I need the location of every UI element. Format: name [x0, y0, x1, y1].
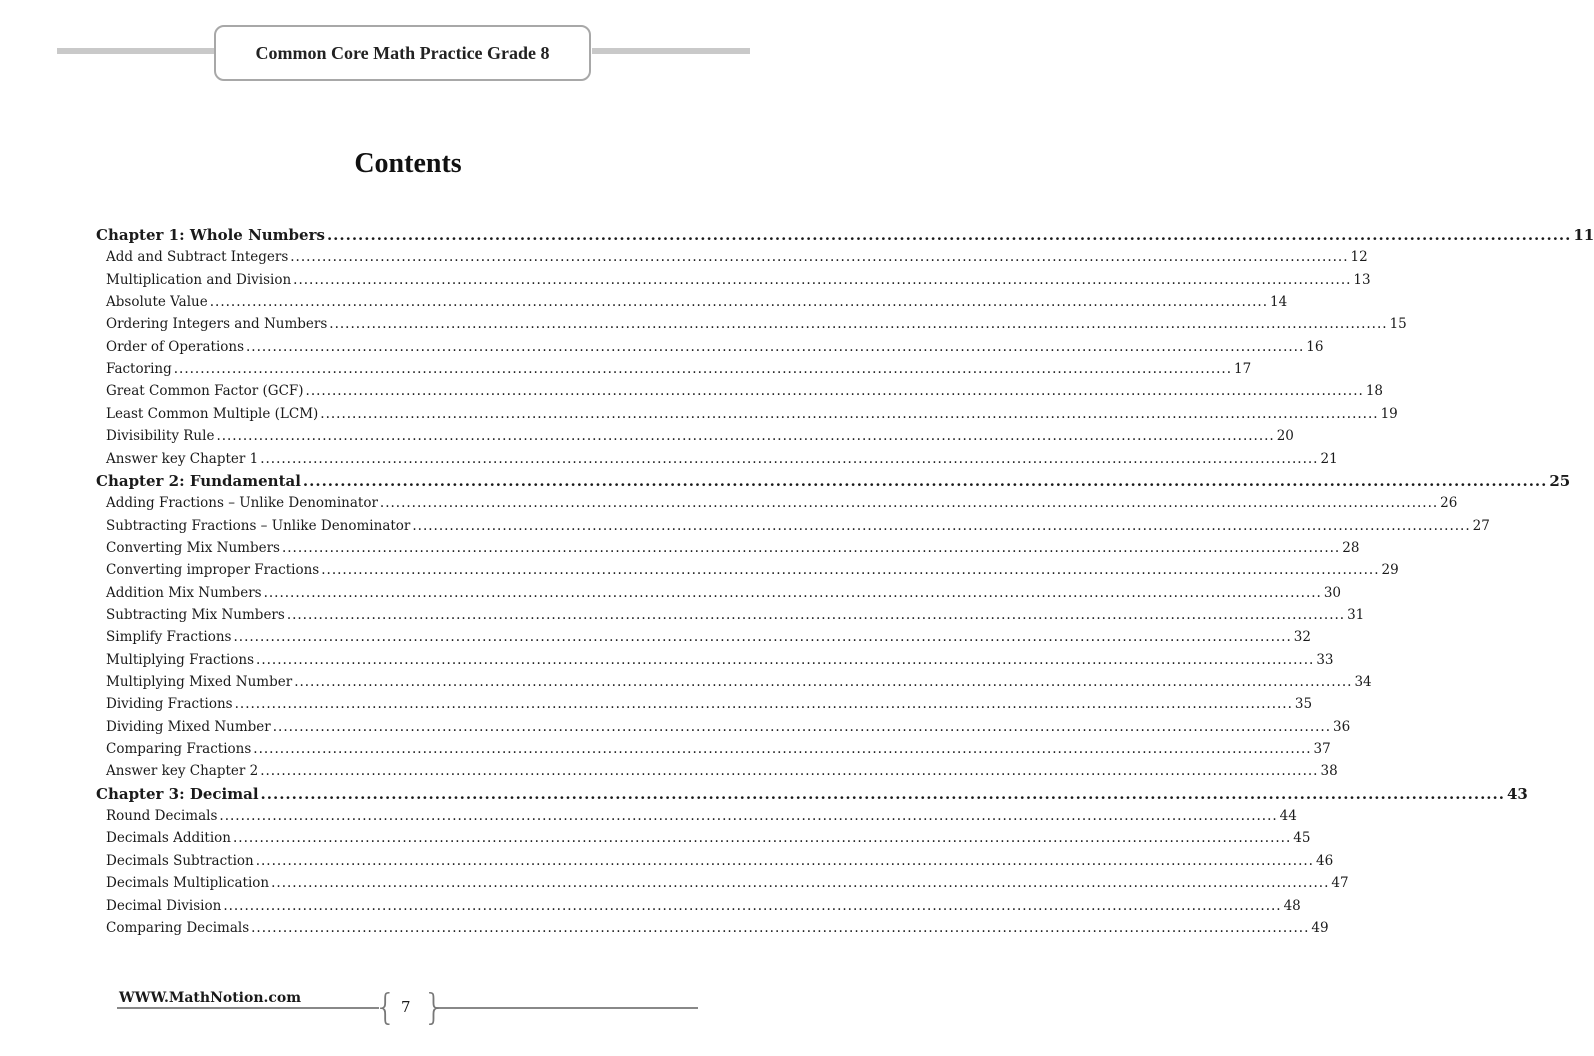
toc-dot-leader: ........................................................................................................................................................................................................	[173, 361, 1232, 378]
toc-topic-row	[106, 693, 1313, 713]
toc-dot-leader: ........................................................................................................................................................................................................	[260, 763, 1319, 780]
toc-dot-leader: ........................................................................................................................................................................................................	[321, 562, 1380, 579]
toc-entry-page: 35	[1294, 696, 1313, 713]
toc-entry-page: 21	[1320, 450, 1338, 467]
toc-entry-label: Chapter 1: Whole Numbers	[96, 226, 325, 244]
toc-dot-leader: ........................................................................................................................................................................................................	[293, 271, 1352, 288]
toc-topic-row	[106, 403, 1398, 422]
toc-dot-leader: ........................................................................................................................................................................................................	[233, 629, 1292, 646]
toc-topic-row	[106, 269, 1371, 288]
header-rule-left	[57, 48, 215, 54]
toc-topic-row	[106, 716, 1351, 735]
toc-entry-page: 11	[1573, 226, 1594, 244]
toc-topic-row	[106, 582, 1342, 601]
toc-entry-page: 30	[1323, 584, 1342, 601]
toc-entry-label: Answer key Chapter 1	[106, 450, 259, 467]
toc-entry-label: Adding Fractions – Unlike Denominator	[106, 495, 378, 512]
toc-entry-label: Order of Operations	[106, 338, 245, 355]
toc-entry-label: Decimals Subtraction	[106, 852, 254, 869]
toc-dot-leader: ........................................................................................................................................................................................................	[219, 808, 1278, 825]
toc-entry-label: Comparing Fractions	[106, 741, 252, 758]
toc-topic-row	[106, 649, 1334, 668]
toc-entry-page: 20	[1276, 428, 1294, 445]
toc-entry-page: 12	[1350, 249, 1368, 266]
toc-entry-page: 15	[1389, 316, 1407, 333]
toc-entry-label: Multiplying Fractions	[106, 651, 255, 668]
toc-topic-row	[106, 336, 1324, 355]
toc-entry-page: 45	[1293, 830, 1311, 847]
toc-entry-page: 46	[1315, 852, 1334, 869]
header-rule-right	[592, 48, 750, 54]
toc-entry-page: 43	[1506, 784, 1528, 803]
toc-chapter-row	[96, 224, 1594, 244]
toc-topic-row	[106, 291, 1288, 311]
toc-entry-page: 48	[1283, 897, 1301, 914]
toc-entry-label: Comparing Decimals	[106, 919, 250, 936]
toc-dot-leader: ........................................................................................................................................................................................................	[216, 428, 1275, 445]
toc-dot-leader: ........................................................................................................................................................................................................	[326, 226, 1572, 244]
toc-topic-row	[106, 313, 1407, 333]
toc-dot-leader: ........................................................................................................................................................................................................	[256, 651, 1315, 668]
toc-dot-leader: ........................................................................................................................................................................................................	[286, 606, 1346, 623]
toc-entry-page: 31	[1347, 606, 1365, 623]
toc-dot-leader: ........................................................................................................................................................................................................	[223, 897, 1282, 914]
toc-topic-row	[106, 515, 1490, 534]
toc-entry-label: Simplify Fractions	[106, 629, 232, 646]
toc-dot-leader: ........................................................................................................................................................................................................	[302, 471, 1548, 490]
toc-entry-label: Dividing Fractions	[106, 696, 233, 713]
toc-topic-row	[106, 850, 1334, 869]
toc-entry-label: Subtracting Mix Numbers	[106, 606, 285, 623]
toc-topic-row	[106, 760, 1338, 780]
toc-dot-leader: ........................................................................................................................................................................................................	[260, 784, 1505, 803]
toc-dot-leader: ........................................................................................................................................................................................................	[246, 338, 1305, 355]
toc-dot-leader: ........................................................................................................................................................................................................	[271, 875, 1330, 892]
toc-entry-label: Ordering Integers and Numbers	[106, 316, 328, 333]
header-title: Common Core Math Practice Grade 8	[255, 42, 550, 63]
toc-topic-row	[106, 559, 1399, 579]
toc-entry-label: Decimal Division	[106, 897, 222, 914]
toc-entry-label: Round Decimals	[106, 808, 218, 825]
toc-entry-label: Converting Mix Numbers	[106, 539, 280, 556]
toc-entry-page: 16	[1306, 338, 1324, 355]
toc-entry-label: Divisibility Rule	[106, 428, 215, 445]
toc-entry-label: Multiplication and Division	[106, 271, 292, 288]
toc-topic-row	[106, 604, 1365, 623]
toc-chapter-row	[96, 470, 1571, 490]
toc-entry-label: Converting improper Fractions	[106, 562, 320, 579]
toc-entry-page: 27	[1472, 517, 1490, 534]
toc-topic-row	[106, 246, 1368, 266]
toc-topic-row	[106, 827, 1311, 847]
header-title-box	[214, 25, 591, 81]
toc-chapter-row	[96, 783, 1528, 803]
toc-entry-page: 32	[1293, 629, 1311, 646]
toc-topic-row	[106, 895, 1301, 914]
footer-rule-left	[117, 1007, 379, 1009]
toc-topic-row	[106, 380, 1383, 400]
toc-entry-label: Chapter 3: Decimal	[96, 784, 259, 803]
toc-entry-label: Least Common Multiple (LCM)	[106, 405, 319, 422]
toc-dot-leader: ........................................................................................................................................................................................................	[209, 294, 1268, 311]
toc-dot-leader: ........................................................................................................................................................................................................	[290, 249, 1349, 266]
toc-dot-leader: ........................................................................................................................................................................................................	[281, 539, 1341, 556]
toc-dot-leader: ........................................................................................................................................................................................................	[233, 830, 1292, 847]
toc-entry-page: 25	[1549, 471, 1571, 490]
toc-dot-leader: ........................................................................................................................................................................................................	[260, 450, 1319, 467]
toc-entry-label: Dividing Mixed Number	[106, 718, 271, 735]
toc-topic-row	[106, 671, 1372, 690]
toc-topic-row	[106, 872, 1349, 892]
toc-entry-label: Decimals Addition	[106, 830, 231, 847]
toc-dot-leader: ........................................................................................................................................................................................................	[263, 584, 1322, 601]
right-brace-icon: }	[423, 987, 446, 1028]
toc-entry-page: 29	[1381, 562, 1399, 579]
toc-topic-row	[106, 425, 1294, 445]
toc-entry-page: 37	[1313, 741, 1331, 758]
toc-entry-label: Factoring	[106, 361, 172, 378]
toc-entry-page: 28	[1342, 539, 1360, 556]
toc-entry-page: 13	[1353, 271, 1371, 288]
toc-entry-label: Answer key Chapter 2	[106, 763, 259, 780]
footer-rule-right	[436, 1007, 698, 1009]
toc-entry-label: Decimals Multiplication	[106, 875, 270, 892]
toc-entry-page: 26	[1440, 495, 1458, 512]
toc-topic-row	[106, 448, 1338, 467]
toc-dot-leader: ........................................................................................................................................................................................................	[272, 718, 1332, 735]
toc-entry-page: 17	[1234, 361, 1252, 378]
toc-dot-leader: ........................................................................................................................................................................................................	[234, 696, 1293, 713]
toc-topic-row	[106, 537, 1360, 556]
toc-dot-leader: ........................................................................................................................................................................................................	[305, 383, 1364, 400]
toc-entry-page: 34	[1354, 674, 1372, 690]
toc-topic-row	[106, 492, 1458, 512]
toc-entry-page: 38	[1320, 763, 1338, 780]
toc-entry-page: 47	[1331, 875, 1349, 892]
toc-topic-row	[106, 738, 1331, 758]
toc-entry-label: Multiplying Mixed Number	[106, 674, 293, 690]
toc-entry-label: Absolute Value	[106, 294, 208, 311]
toc-entry-label: Great Common Factor (GCF)	[106, 383, 304, 400]
toc-entry-label: Chapter 2: Fundamental	[96, 471, 301, 490]
left-brace-icon: {	[374, 987, 397, 1028]
toc-dot-leader: ........................................................................................................................................................................................................	[379, 495, 1439, 512]
footer-url: WWW.MathNotion.com	[119, 990, 302, 1006]
toc-dot-leader: ........................................................................................................................................................................................................	[253, 741, 1312, 758]
toc-entry-page: 33	[1316, 651, 1334, 668]
toc-entry-label: Subtracting Fractions – Unlike Denominator	[106, 517, 411, 534]
toc-dot-leader: ........................................................................................................................................................................................................	[320, 405, 1379, 422]
toc-topic-row	[106, 358, 1252, 378]
toc-topic-row	[106, 805, 1297, 825]
toc-entry-page: 18	[1365, 383, 1383, 400]
toc-topic-row	[106, 917, 1329, 936]
toc-topic-row	[106, 626, 1311, 646]
toc-entry-page: 44	[1279, 808, 1297, 825]
toc-entry-page: 36	[1333, 718, 1351, 735]
toc-entry-page: 49	[1311, 919, 1329, 936]
page-number: 7	[401, 998, 411, 1016]
toc-dot-leader: ........................................................................................................................................................................................................	[294, 674, 1353, 690]
toc-dot-leader: ........................................................................................................................................................................................................	[251, 919, 1310, 936]
toc-dot-leader: ........................................................................................................................................................................................................	[329, 316, 1388, 333]
toc-dot-leader: ........................................................................................................................................................................................................	[412, 517, 1471, 534]
toc-entry-label: Add and Subtract Integers	[106, 249, 289, 266]
page-title: Contents	[354, 148, 462, 179]
toc-entry-page: 19	[1380, 405, 1398, 422]
toc-entry-page: 14	[1270, 294, 1288, 311]
toc-entry-label: Addition Mix Numbers	[106, 584, 262, 601]
toc-dot-leader: ........................................................................................................................................................................................................	[255, 852, 1314, 869]
